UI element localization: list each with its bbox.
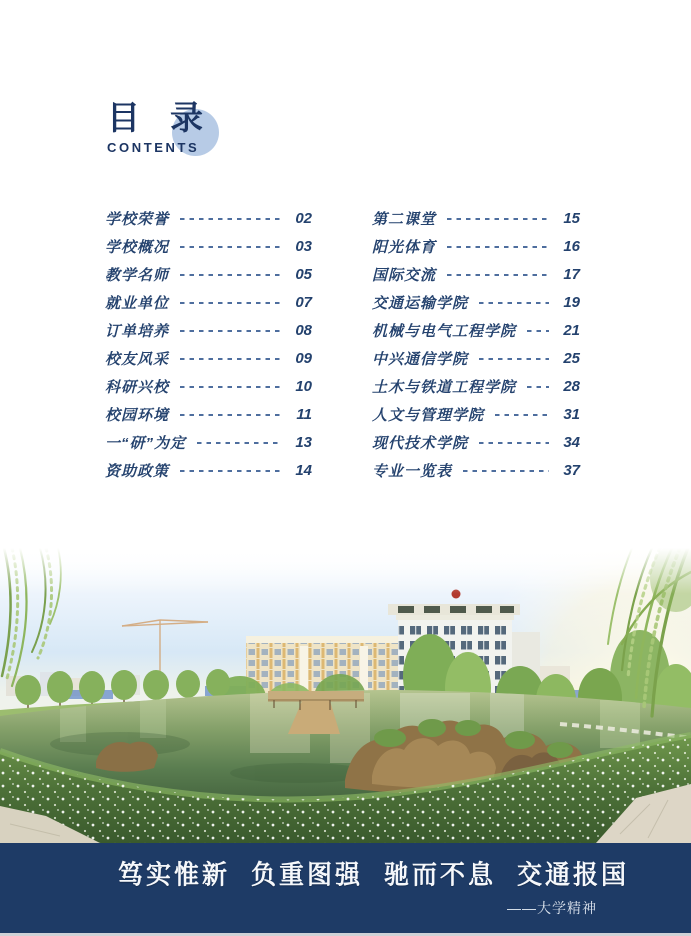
toc-entry-title: 就业单位 (105, 294, 170, 312)
motto-phrase: 负重图强 (251, 860, 364, 890)
toc-entry-page: 21 (563, 321, 580, 339)
motto-attribution: ——大学精神 (507, 900, 597, 916)
toc-entry-page: 34 (563, 433, 580, 451)
toc-entry-title: 学校概况 (105, 238, 170, 256)
dotted-leader (447, 274, 549, 276)
toc-entry-title: 国际交流 (372, 266, 437, 284)
toc-entry[interactable] (105, 288, 312, 316)
toc-entry-title: 教学名师 (105, 266, 170, 284)
dotted-leader (180, 386, 281, 388)
dotted-leader (180, 358, 281, 360)
toc-entry-page: 37 (563, 461, 580, 479)
toc-entry-page: 28 (563, 377, 580, 395)
toc-entry[interactable] (372, 316, 580, 344)
dotted-leader (463, 470, 549, 472)
school-motto (118, 854, 629, 891)
toc-entry[interactable] (372, 232, 580, 260)
dotted-leader (180, 414, 281, 416)
dotted-leader (479, 442, 549, 444)
motto-phrase: 交通报国 (517, 860, 630, 890)
toc-entry[interactable] (372, 428, 580, 456)
dotted-leader (447, 218, 549, 220)
motto-bar (0, 843, 691, 933)
toc-entry-page: 07 (295, 293, 312, 311)
toc-entry-title: 现代技术学院 (372, 434, 469, 452)
dotted-leader (180, 274, 281, 276)
toc-column-right (372, 204, 580, 484)
toc-entry-page: 03 (295, 237, 312, 255)
toc-entry-title: 机械与电气工程学院 (372, 322, 517, 340)
toc-entry[interactable] (372, 260, 580, 288)
toc-entry[interactable] (372, 344, 580, 372)
toc-entry-title: 土木与铁道工程学院 (372, 378, 517, 396)
dotted-leader (479, 302, 549, 304)
toc-entry-title: 中兴通信学院 (372, 350, 469, 368)
toc-entry-title: 阳光体育 (372, 238, 437, 256)
dotted-leader (180, 218, 281, 220)
toc-entry-page: 16 (563, 237, 580, 255)
toc-entry-title: 专业一览表 (372, 462, 453, 480)
toc-entry[interactable] (105, 400, 312, 428)
toc-entry-title: 交通运输学院 (372, 294, 469, 312)
toc-entry[interactable] (105, 204, 312, 232)
toc-entry[interactable] (105, 372, 312, 400)
toc-entry[interactable] (105, 456, 312, 484)
toc-entry-title: 第二课堂 (372, 210, 437, 228)
toc-entry-page: 31 (563, 405, 580, 423)
toc-entry[interactable] (105, 428, 312, 456)
toc-entry-title: 科研兴校 (105, 378, 170, 396)
toc-entry-title: 校友风采 (105, 350, 170, 368)
dotted-leader (180, 246, 281, 248)
toc-entry-page: 25 (563, 349, 580, 367)
dotted-leader (495, 414, 549, 416)
toc-entry-page: 14 (295, 461, 312, 479)
toc-entry-page: 10 (295, 377, 312, 395)
page-subtitle: CONTENTS (107, 140, 200, 156)
dotted-leader (527, 330, 549, 332)
toc-entry-title: 一“研”为定 (105, 434, 187, 452)
toc-column-left (105, 204, 312, 484)
toc-entry[interactable] (105, 344, 312, 372)
top-fade (0, 548, 691, 594)
toc-entry[interactable] (372, 400, 580, 428)
dotted-leader (527, 386, 549, 388)
toc-entry-page: 09 (295, 349, 312, 367)
dotted-leader (180, 330, 281, 332)
toc-entry-page: 15 (563, 209, 580, 227)
toc-entry[interactable] (372, 456, 580, 484)
dotted-leader (180, 302, 281, 304)
toc-entry-page: 08 (295, 321, 312, 339)
dotted-leader (197, 442, 281, 444)
toc-entry-page: 19 (563, 293, 580, 311)
toc-entry[interactable] (372, 372, 580, 400)
toc-entry[interactable] (372, 288, 580, 316)
toc-entry-page: 11 (296, 405, 312, 423)
dotted-leader (180, 470, 281, 472)
page-title-block (107, 100, 233, 155)
toc-entry-page: 05 (295, 265, 312, 283)
dotted-leader (447, 246, 549, 248)
motto-phrase: 笃实惟新 (118, 860, 231, 890)
campus-photo (0, 548, 691, 843)
toc-entry[interactable] (372, 204, 580, 232)
page-title: 目录 (107, 99, 233, 136)
toc-entry-page: 13 (295, 433, 312, 451)
table-of-contents (105, 204, 580, 484)
toc-entry-title: 资助政策 (105, 462, 170, 480)
toc-entry-page: 17 (563, 265, 580, 283)
toc-entry-title: 学校荣誉 (105, 210, 170, 228)
motto-phrase: 驰而不息 (384, 860, 497, 890)
toc-entry[interactable] (105, 260, 312, 288)
toc-entry-title: 人文与管理学院 (372, 406, 485, 424)
toc-entry[interactable] (105, 232, 312, 260)
toc-entry-title: 订单培养 (105, 322, 170, 340)
dotted-leader (479, 358, 549, 360)
toc-entry-title: 校园环境 (105, 406, 170, 424)
toc-entry-page: 02 (295, 209, 312, 227)
toc-entry[interactable] (105, 316, 312, 344)
